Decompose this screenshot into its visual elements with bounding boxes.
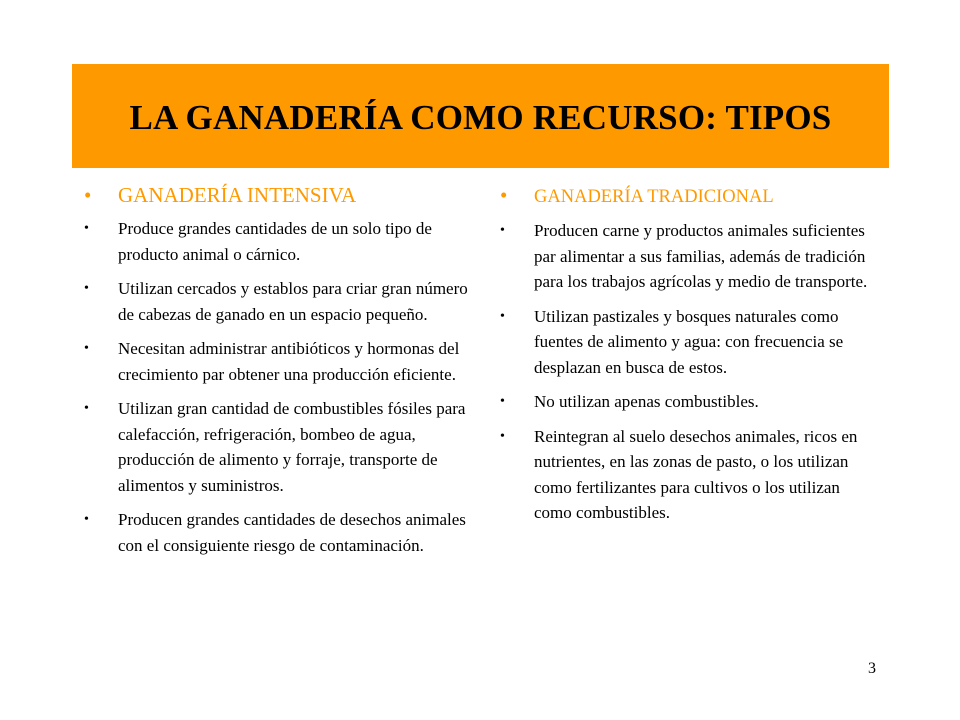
bullet-icon: • [84, 281, 89, 296]
list-item [500, 304, 880, 381]
list-item [84, 336, 480, 387]
left-heading-text: GANADERÍA INTENSIVA [118, 183, 357, 207]
list-item-text: Utilizan cercados y establos para criar gran número de cabezas de ganado en un espacio pequeño. [118, 279, 468, 324]
right-column-heading [500, 180, 880, 212]
list-item-text: Necesitan administrar antibióticos y hormonas del crecimiento par obtener una producción eficiente. [118, 339, 460, 384]
list-item [84, 396, 480, 498]
list-item [500, 389, 880, 415]
bullet-icon: • [500, 428, 505, 444]
bullet-icon: • [84, 341, 89, 356]
right-column [500, 180, 880, 535]
left-column [84, 180, 480, 567]
left-column-heading [84, 180, 480, 210]
list-item [84, 507, 480, 558]
title-banner [72, 64, 889, 168]
list-item-text: Produce grandes cantidades de un solo tipo de producto animal o cárnico. [118, 219, 432, 264]
list-item-text: Producen carne y productos animales suficientes par alimentar a sus familias, además de tradición para los trabajos agrícolas y medio de transporte. [534, 221, 868, 291]
list-item-text: No utilizan apenas combustibles. [534, 392, 759, 411]
list-item-text: Reintegran al suelo desechos animales, ricos en nutrientes, en las zonas de pasto, o los utilizan como fertilizantes para cultivos o los utilizan como combustibles. [534, 426, 858, 522]
bullet-icon: • [500, 394, 505, 409]
bullet-icon: • [500, 308, 505, 324]
list-item [500, 424, 880, 526]
list-item [500, 218, 880, 295]
bullet-icon: • [84, 183, 92, 207]
bullet-icon: • [84, 401, 89, 416]
bullet-icon: • [500, 223, 505, 238]
list-item [84, 276, 480, 327]
list-item [84, 216, 480, 267]
right-heading-text: GANADERÍA TRADICIONAL [534, 187, 774, 207]
bullet-icon: • [500, 183, 508, 207]
list-item-text: Utilizan gran cantidad de combustibles fósiles para calefacción, refrigeración, bombeo de agua, producción de alimento y forraje, transporte de alimentos y suministros. [118, 399, 466, 495]
slide-title: LA GANADERÍA COMO RECURSO: TIPOS [129, 98, 832, 137]
list-item-text: Utilizan pastizales y bosques naturales como fuentes de alimento y agua: con frecuencia se desplazan en busca de estos. [534, 306, 844, 377]
bullet-icon: • [84, 512, 89, 527]
list-item-text: Producen grandes cantidades de desechos animales con el consiguiente riesgo de contaminación. [118, 510, 466, 555]
bullet-icon: • [84, 221, 89, 236]
page-number: 3 [868, 660, 876, 677]
